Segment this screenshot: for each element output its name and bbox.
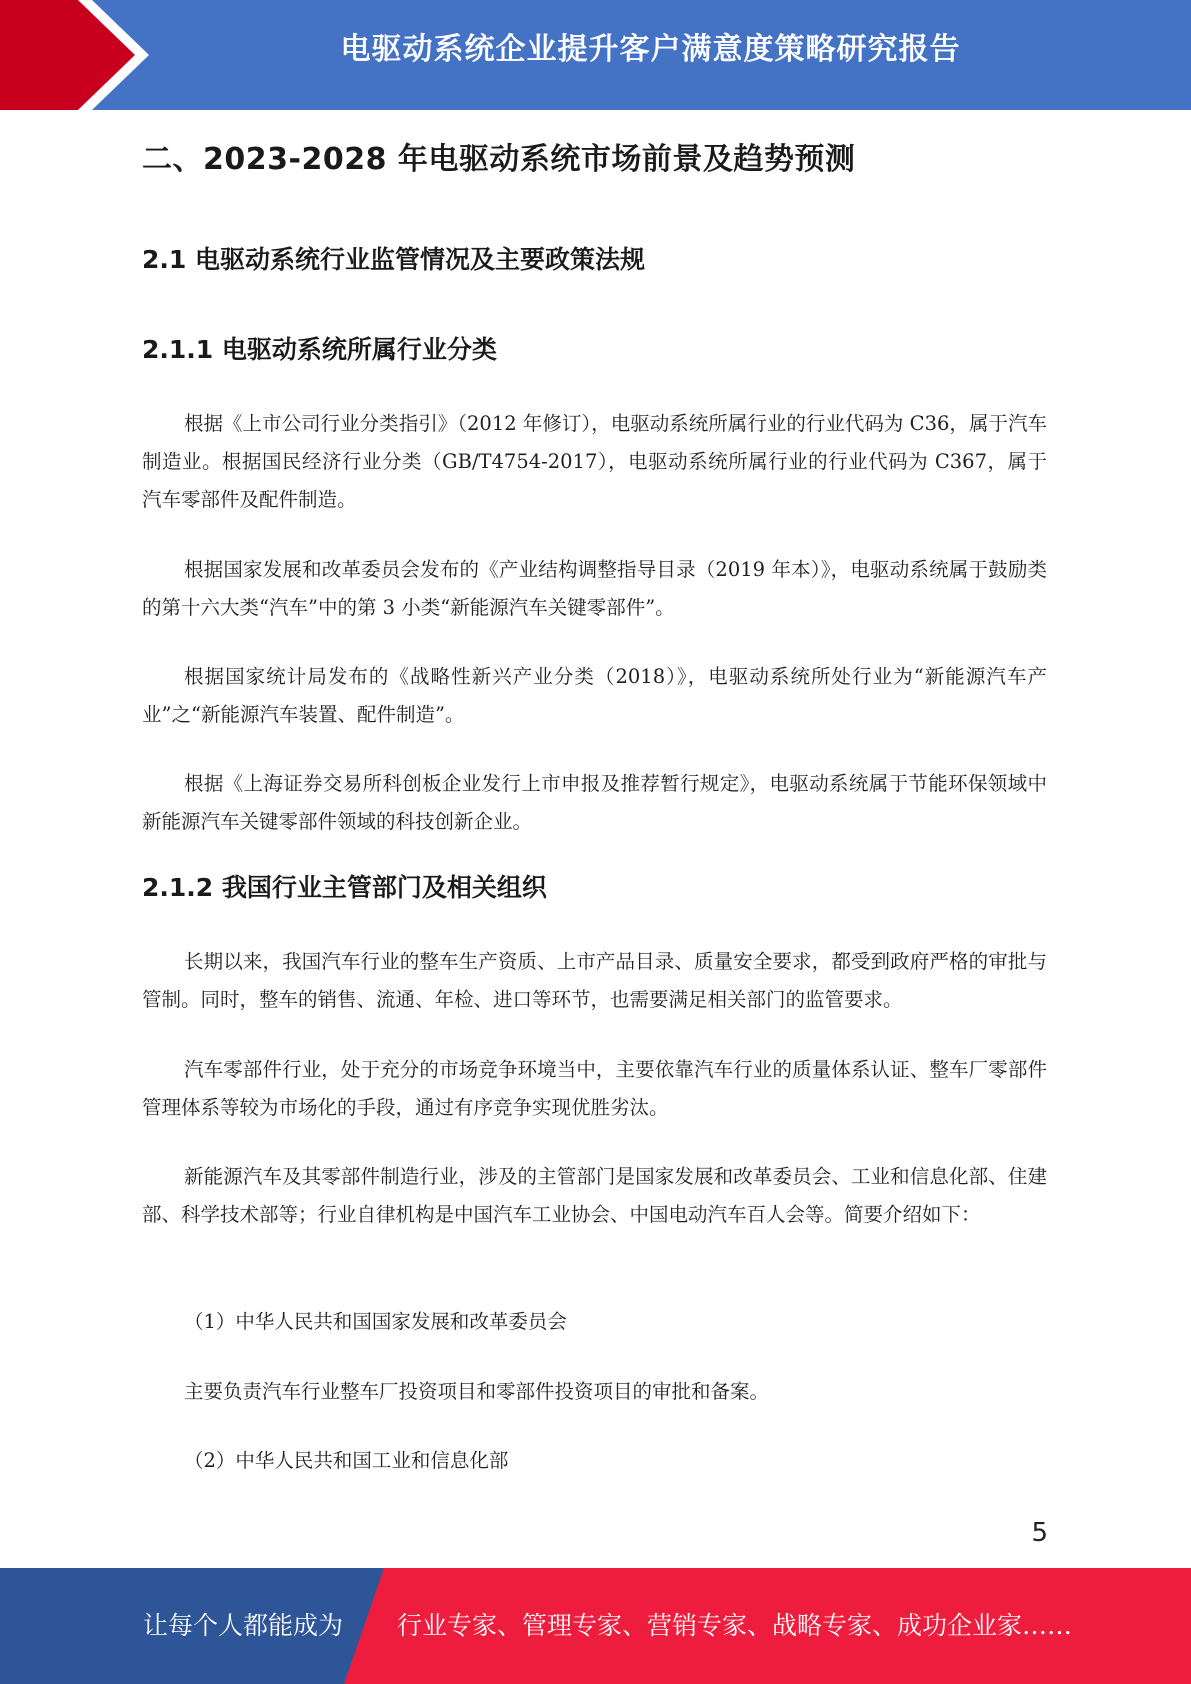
paragraph: 主要负责汽车行业整车厂投资项目和零部件投资项目的审批和备案。	[184, 1380, 770, 1403]
section-2-1-title: 2.1 电驱动系统行业监管情况及主要政策法规	[142, 245, 645, 274]
report-title: 电驱动系统企业提升客户满意度策略研究报告	[340, 32, 961, 67]
paragraph: 新能源汽车及其零部件制造行业，涉及的主管部门是国家发展和改革委员会、工业和信息化部、住建部、科学技术部等；行业自律机构是中国汽车工业协会、中国电动汽车百人会等。简要介绍如下：	[142, 1165, 1047, 1226]
paragraph: 长期以来，我国汽车行业的整车生产资质、上市产品目录、质量安全要求，都受到政府严格的审批与管制。同时，整车的销售、流通、年检、进口等环节，也需要满足相关部门的监管要求。	[142, 950, 1047, 1011]
page-header	[0, 0, 1191, 110]
list-item-heading: （2）中华人民共和国工业和信息化部	[184, 1449, 509, 1472]
footer-slogan-left: 让每个人都能成为	[143, 1611, 344, 1640]
section-2-1-2-title: 2.1.2 我国行业主管部门及相关组织	[142, 873, 547, 902]
paragraph: 根据国家统计局发布的《战略性新兴产业分类（2018）》，电驱动系统所处行业为“新能源汽车产业”之“新能源汽车装置、配件制造”。	[142, 665, 1047, 726]
page-content	[142, 130, 1047, 1472]
page-footer	[0, 1568, 1191, 1684]
page-number: 5	[1031, 1518, 1048, 1548]
chapter-title: 二、2023-2028 年电驱动系统市场前景及趋势预测	[142, 142, 856, 177]
paragraph: 根据《上海证券交易所科创板企业发行上市申报及推荐暂行规定》，电驱动系统属于节能环保领域中新能源汽车关键零部件领域的科技创新企业。	[142, 772, 1047, 833]
section-2-1-1-title: 2.1.1 电驱动系统所属行业分类	[142, 335, 497, 364]
list-item-heading: （1）中华人民共和国国家发展和改革委员会	[184, 1310, 567, 1333]
footer-slogan-right: 行业专家、管理专家、营销专家、战略专家、成功企业家……	[397, 1611, 1073, 1640]
paragraph: 汽车零部件行业，处于充分的市场竞争环境当中，主要依靠汽车行业的质量体系认证、整车厂零部件管理体系等较为市场化的手段，通过有序竞争实现优胜劣汰。	[142, 1058, 1047, 1119]
paragraph: 根据《上市公司行业分类指引》（2012 年修订），电驱动系统所属行业的行业代码为 C36，属于汽车制造业。根据国民经济行业分类（GB/T4754-2017），电驱动系统所属行业的行业代码为 C367，属于汽车零部件及配件制造。	[142, 412, 1047, 511]
paragraph: 根据国家发展和改革委员会发布的《产业结构调整指导目录（2019 年本）》，电驱动系统属于鼓励类的第十六大类“汽车”中的第 3 小类“新能源汽车关键零部件”。	[142, 558, 1047, 619]
